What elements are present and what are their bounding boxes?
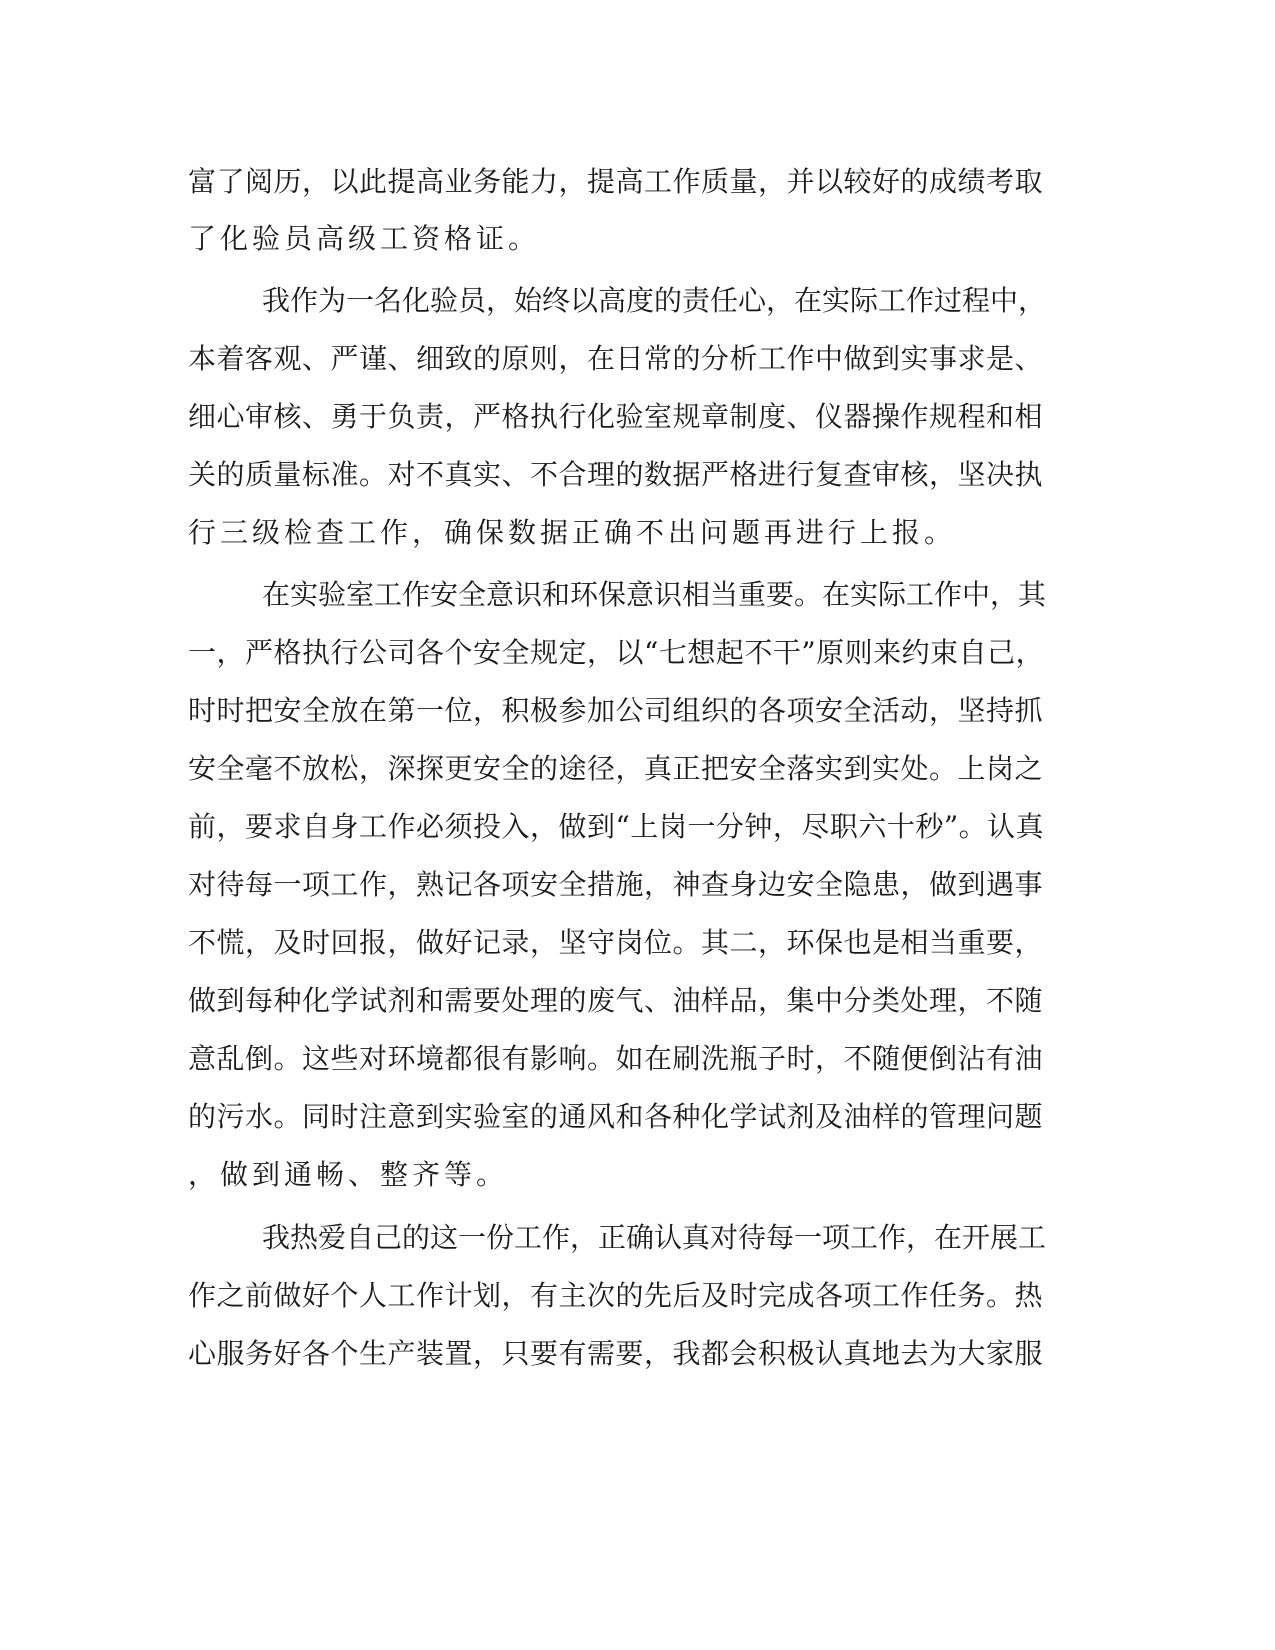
text-line: 前，要求自身工作必须投入，做到“上岗一分钟，尽职六十秒”。认真 (188, 810, 1045, 843)
paragraph-first-line: 我热爱自己的这一份工作，正确认真对待每一项工作，在开展工 (262, 1221, 1047, 1254)
text-line: 时时把安全放在第一位，积极参加公司组织的各项安全活动，坚持抓 (188, 694, 1044, 727)
text-line: 心服务好各个生产装置，只要有需要，我都会积极认真地去为大家服 (188, 1337, 1044, 1370)
text-line: 作之前做好个人工作计划，有主次的先后及时完成各项工作任务。热 (188, 1279, 1044, 1312)
text-line: 行三级检查工作，确保数据正确不出问题再进行上报。 (188, 516, 957, 549)
text-line: 关的质量标准。对不真实、不合理的数据严格进行复查审核，坚决执 (188, 458, 1044, 491)
text-line: 了化验员高级工资格证。 (188, 222, 541, 255)
text-line: 意乱倒。这些对环境都很有影响。如在刷洗瓶子时，不随便倒沾有油 (188, 1042, 1044, 1075)
text-line: 对待每一项工作，熟记各项安全措施，神查身边安全隐患，做到遇事 (188, 868, 1044, 901)
text-line: 富了阅历，以此提高业务能力，提高工作质量，并以较好的成绩考取 (188, 165, 1044, 198)
text-line: 细心审核、勇于负责，严格执行化验室规章制度、仪器操作规程和相 (188, 400, 1044, 433)
text-line: 的污水。同时注意到实验室的通风和各种化学试剂及油样的管理问题 (188, 1100, 1044, 1133)
text-line: 安全毫不放松，深探更安全的途径，真正把安全落实到实处。上岗之 (188, 752, 1044, 785)
text-line: 不慌，及时回报，做好记录，坚守岗位。其二，环保也是相当重要， (188, 926, 1044, 959)
text-line: 一，严格执行公司各个安全规定，以“七想起不干”原则来约束自己， (188, 636, 1045, 669)
text-line: ，做到通畅、整齐等。 (188, 1158, 509, 1191)
paragraph-first-line: 在实验室工作安全意识和环保意识相当重要。在实际工作中，其 (262, 578, 1047, 611)
text-line: 做到每种化学试剂和需要处理的废气、油样品，集中分类处理，不随 (188, 984, 1044, 1017)
paragraph-first-line: 我作为一名化验员，始终以高度的责任心，在实际工作过程中， (262, 284, 1047, 317)
text-line: 本着客观、严谨、细致的原则，在日常的分析工作中做到实事求是、 (188, 342, 1044, 375)
